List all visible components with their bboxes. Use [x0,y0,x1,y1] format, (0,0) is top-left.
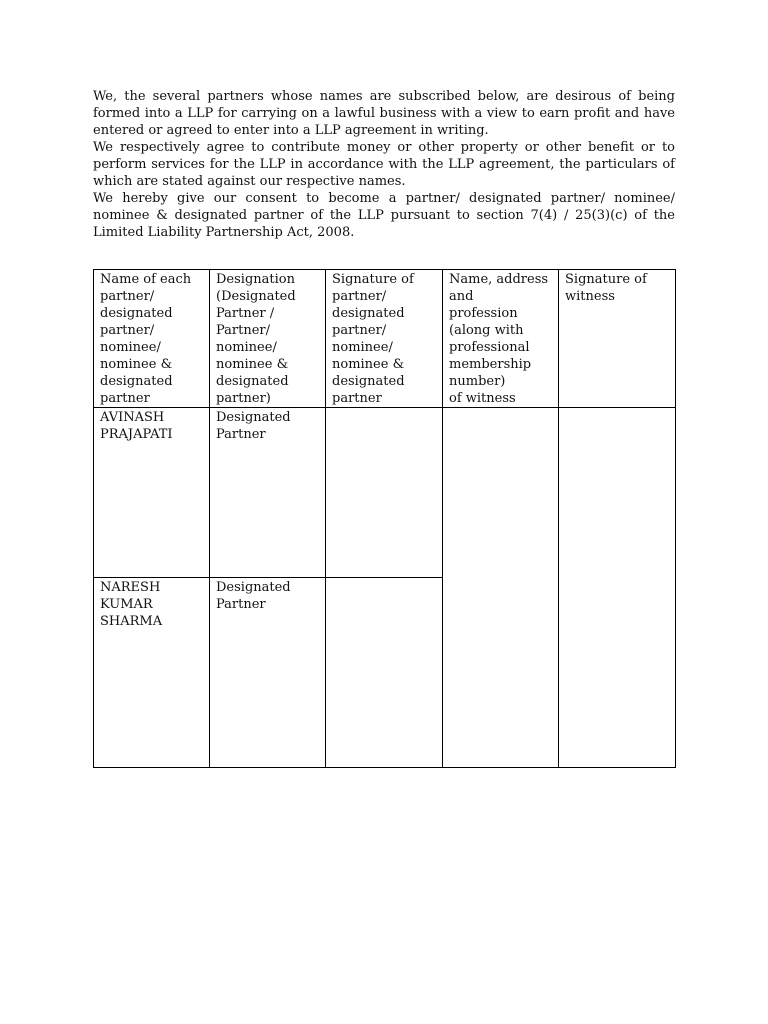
paragraph-contribution: We respectively agree to contribute money or other property or other benefit or to perform services for the LLP in accordance with the LLP agreement, the particulars of which are stated against our respective names. [93,140,675,189]
header-witness-details: Name, address and profession (along with professional membership number) of witness [443,270,559,408]
consent-document [93,88,675,241]
partner-signature-cell[interactable] [326,408,443,578]
partner-designation-cell: Designated Partner [210,408,326,578]
paragraph-consent: We hereby give our consent to become a partner/ designated partner/ nominee/ nominee & designated partner of the LLP pursuant to section 7(4) / 25(3)(c) of the Limited Liability Partnership Act, 2008. [93,191,675,240]
table-header-row [94,270,676,408]
partner-name-cell: NARESH KUMAR SHARMA [94,578,210,768]
partner-name-cell: AVINASH PRAJAPATI [94,408,210,578]
table-row [94,408,676,578]
witness-details-cell[interactable] [443,408,559,768]
header-partner-name: Name of each partner/ designated partner/ nominee/ nominee & designated partner [94,270,210,408]
header-partner-signature: Signature of partner/ designated partner/ nominee/ nominee & designated partner [326,270,443,408]
witness-signature-cell[interactable] [559,408,676,768]
partners-consent-table [93,269,676,768]
header-designation: Designation (Designated Partner / Partner/ nominee/ nominee & designated partner) [210,270,326,408]
header-witness-signature: Signature of witness [559,270,676,408]
partner-designation-cell: Designated Partner [210,578,326,768]
partner-signature-cell[interactable] [326,578,443,768]
paragraph-formation: We, the several partners whose names are subscribed below, are desirous of being formed into a LLP for carrying on a lawful business with a view to earn profit and have entered or agreed to enter into a LLP agreement in writing. [93,89,675,138]
